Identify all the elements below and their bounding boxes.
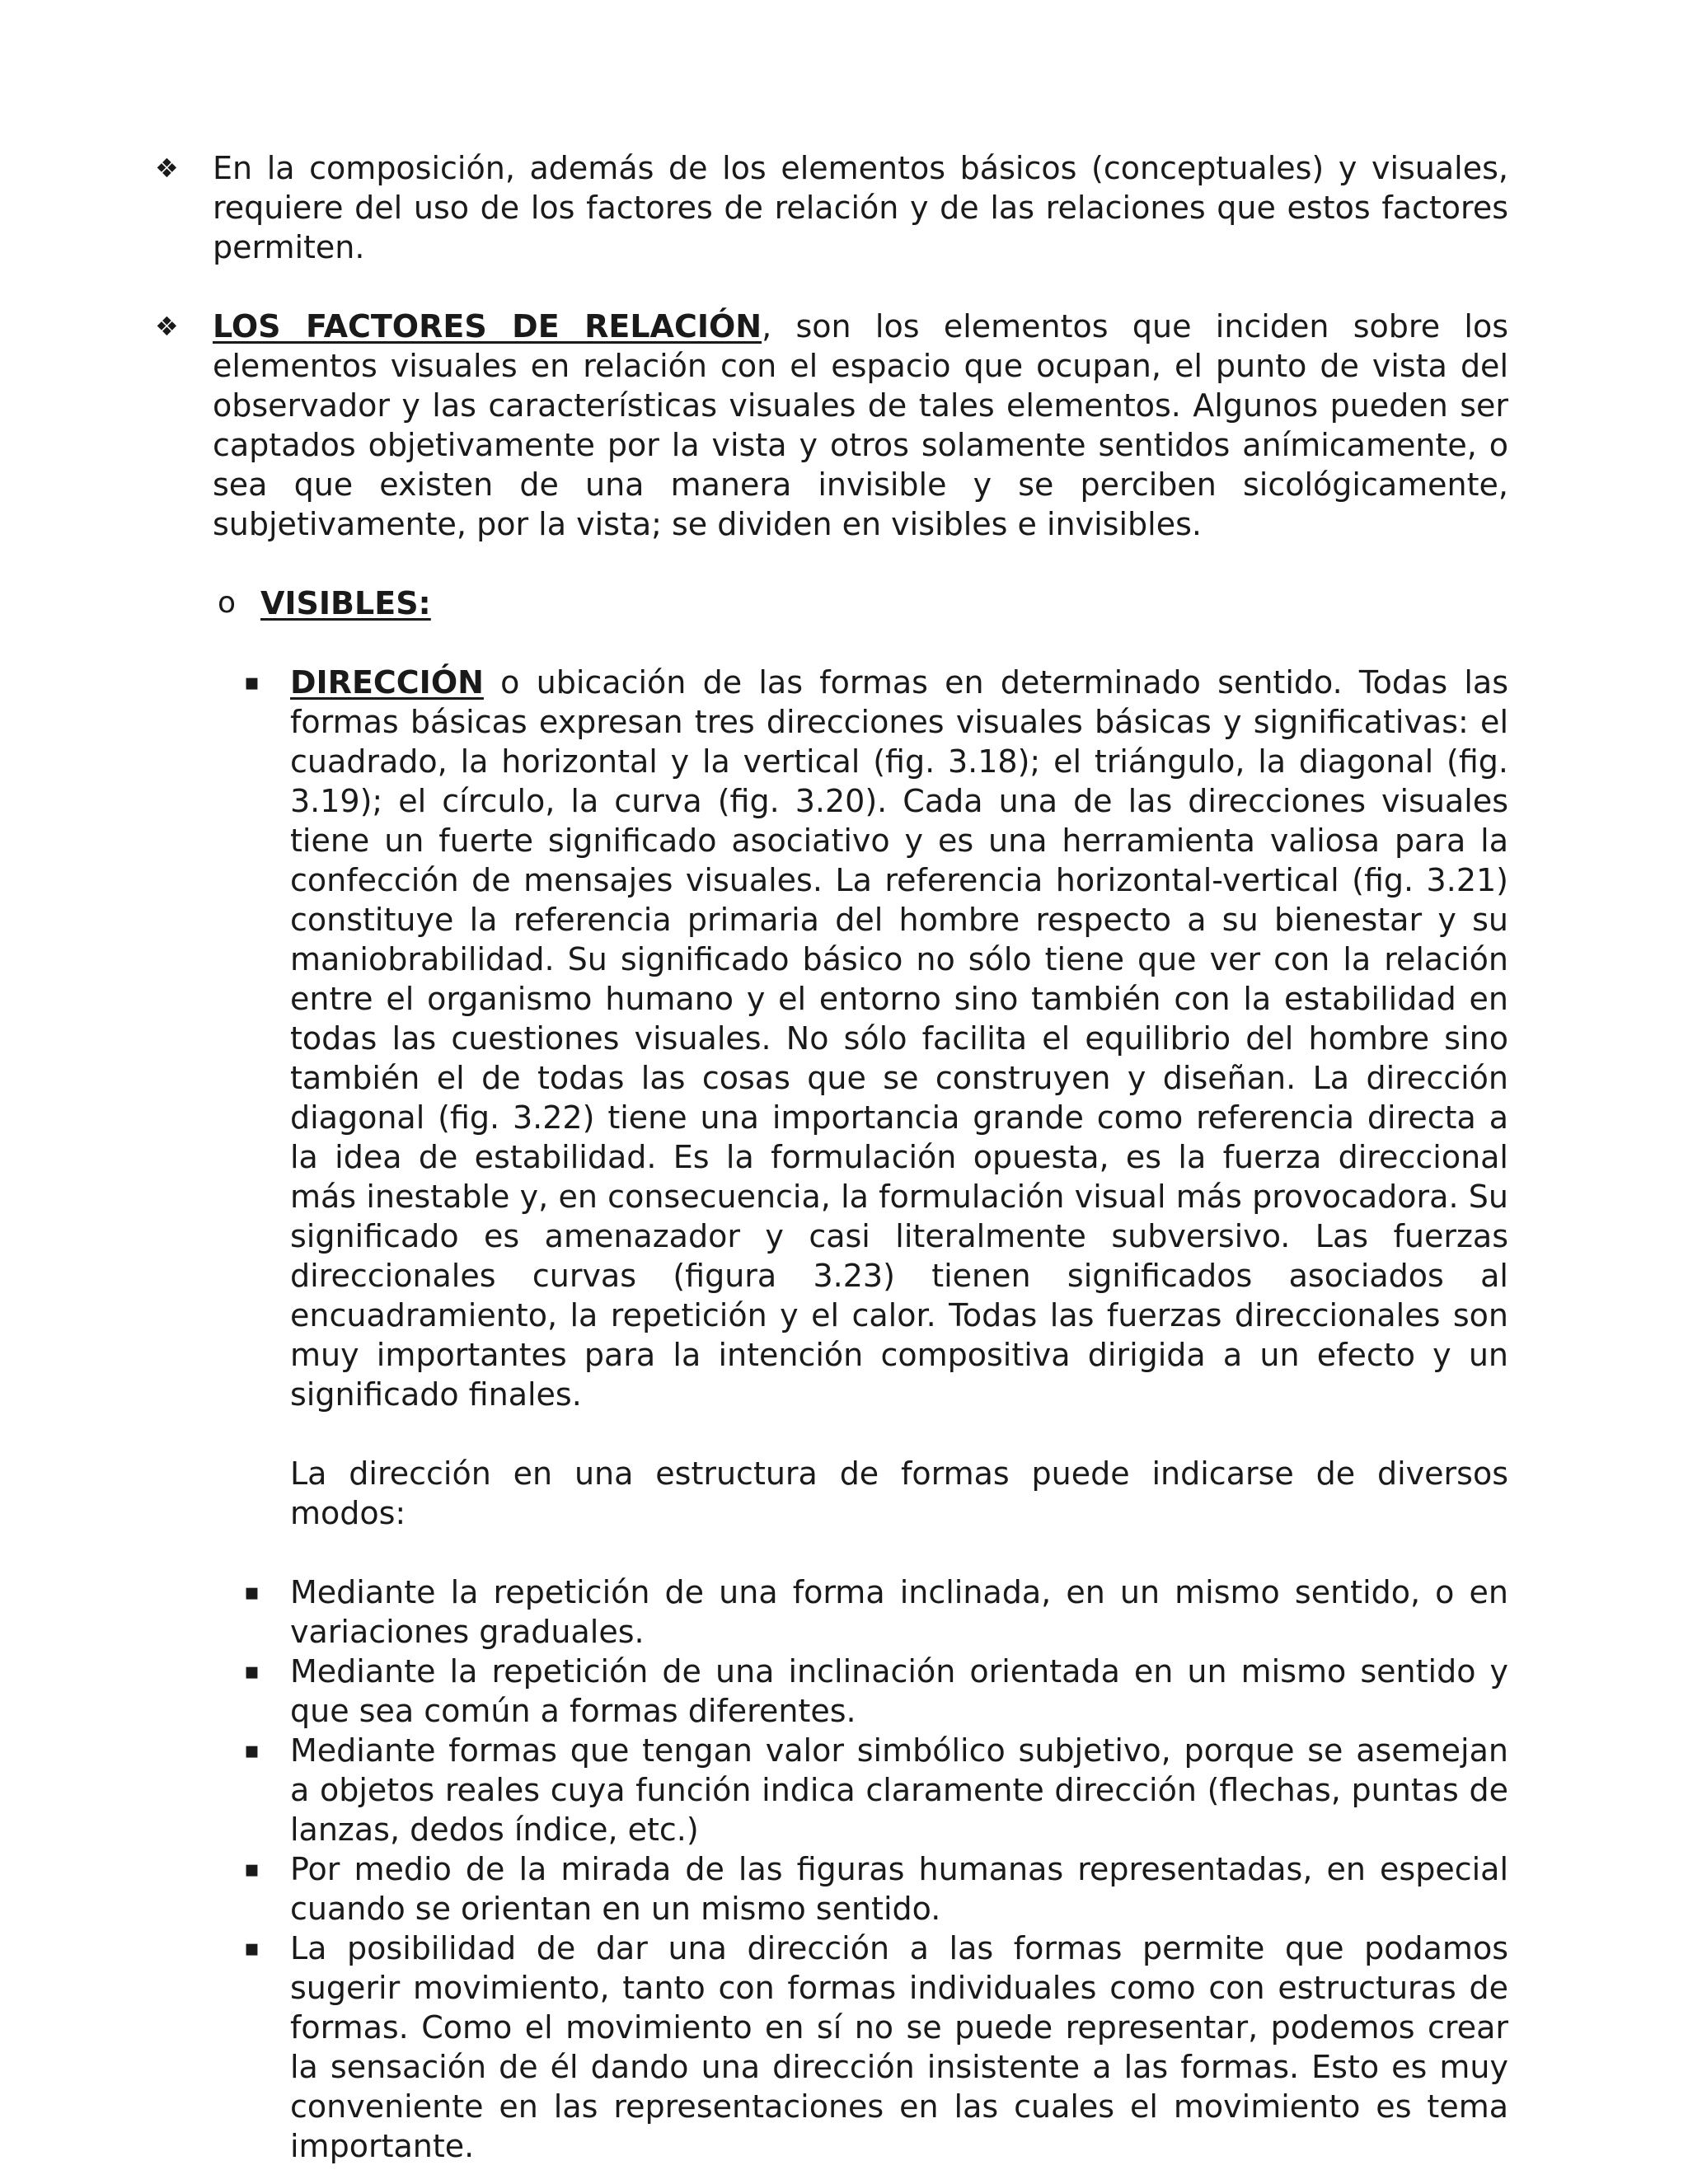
list-item <box>244 1929 1508 2166</box>
visibles-item <box>218 583 1508 623</box>
list-item-text: La posibilidad de dar una dirección a las formas permite que podamos sugerir movimiento, tanto con formas individuales como con estructuras de formas. Como el movimiento en sí no se puede representar, podemos crear la sensación de él dando una dirección insistente a las formas. Esto es muy conveniente en las representaciones en las cuales el movimiento es tema importante. <box>290 1930 1508 2164</box>
square-bullet-icon: ▪ <box>244 1934 260 1961</box>
factores-text: , son los elementos que inciden sobre los elementos visuales en relación con el espacio que ocupan, el punto de vista del observador y las características visuales de tales elementos. Algunos pueden ser captados objetivamente por la vista y otros solamente sentidos anímicamente, o sea que existen de una manera invisible y se perciben sicológicamente, subjetivamente, por la vista; se dividen en visibles e invisibles. <box>213 308 1508 542</box>
square-bullet-icon: ▪ <box>244 1855 260 1882</box>
intro-paragraph: En la composición, además de los elementos básicos (conceptuales) y visuales, requiere del uso de los factores de relación y de las relaciones que estos factores permiten. <box>213 150 1508 265</box>
direccion-paragraph <box>290 663 1508 1414</box>
list-item-text: Por medio de la mirada de las figuras humanas representadas, en especial cuando se orientan en un mismo sentido. <box>290 1851 1508 1927</box>
direccion-heading: DIRECCIÓN <box>290 664 484 701</box>
factores-heading: LOS FACTORES DE RELACIÓN <box>213 308 762 344</box>
direccion-item <box>244 663 1508 1414</box>
diamond-bullet-icon: ❖ <box>155 311 179 342</box>
list-item <box>244 1572 1508 1652</box>
list-item <box>244 1849 1508 1929</box>
list-item-text: Mediante la repetición de una inclinación orientada en un mismo sentido y que sea común a formas diferentes. <box>290 1653 1508 1729</box>
list-item-text: Mediante formas que tengan valor simbólico subjetivo, porque se asemejan a objetos reales cuya función indica claramente dirección (flechas, puntas de lanzas, dedos índice, etc.) <box>290 1732 1508 1848</box>
square-bullet-icon: ▪ <box>244 1578 260 1605</box>
visibles-heading: VISIBLES: <box>260 585 431 621</box>
circle-bullet-icon: o <box>218 586 237 620</box>
modos-list <box>0 1572 1688 2166</box>
visibles-paragraph <box>260 583 1508 623</box>
list-item-text: Mediante la repetición de una forma inclinada, en un mismo sentido, o en variaciones graduales. <box>290 1574 1508 1650</box>
square-bullet-icon: ▪ <box>244 1657 260 1685</box>
square-bullet-icon: ▪ <box>244 668 260 696</box>
factores-item <box>155 307 1508 544</box>
diamond-bullet-icon: ❖ <box>155 152 179 184</box>
list-item <box>244 1731 1508 1849</box>
intro-item <box>155 148 1508 267</box>
document-body <box>0 148 1688 2166</box>
factores-paragraph <box>213 307 1508 544</box>
list-item <box>244 1652 1508 1731</box>
direccion-text: o ubicación de las formas en determinado sentido. Todas las formas básicas expresan tres direcciones visuales básicas y significativas: el cuadrado, la horizontal y la vertical (fig. 3.18); el triángulo, la diagonal (fig. 3.19); el círculo, la curva (fig. 3.20). Cada una de las direcciones visuales tiene un fuerte significado asociativo y es una herramienta valiosa para la confección de mensajes visuales. La referencia horizontal-vertical (fig. 3.21) constituye la referencia primaria del hombre respecto a su bienestar y su maniobrabilidad. Su significado básico no sólo tiene que ver con la relación entre el organismo humano y el entorno sino también con la estabilidad en todas las cuestiones visuales. No sólo facilita el equilibrio del hombre sino también el de todas las cosas que se construyen y diseñan. La dirección diagonal (fig. 3.22) tiene una importancia grande como referencia directa a la idea de estabilidad. Es la formulación opuesta, es la fuerza direccional más inestable y, en consecuencia, la formulación visual más provocadora. Su significado es amenazador y casi literalmente subversivo. Las fuerzas direccionales curvas (figura 3.23) tienen significados asociados al encuadramiento, la repetición y el calor. Todas las fuerzas direccionales son muy importantes para la intención compositiva dirigida a un efecto y un significado finales. <box>290 664 1508 1413</box>
modos-intro: La dirección en una estructura de formas puede indicarse de diversos modos: <box>290 1455 1508 1531</box>
square-bullet-icon: ▪ <box>244 1736 260 1764</box>
